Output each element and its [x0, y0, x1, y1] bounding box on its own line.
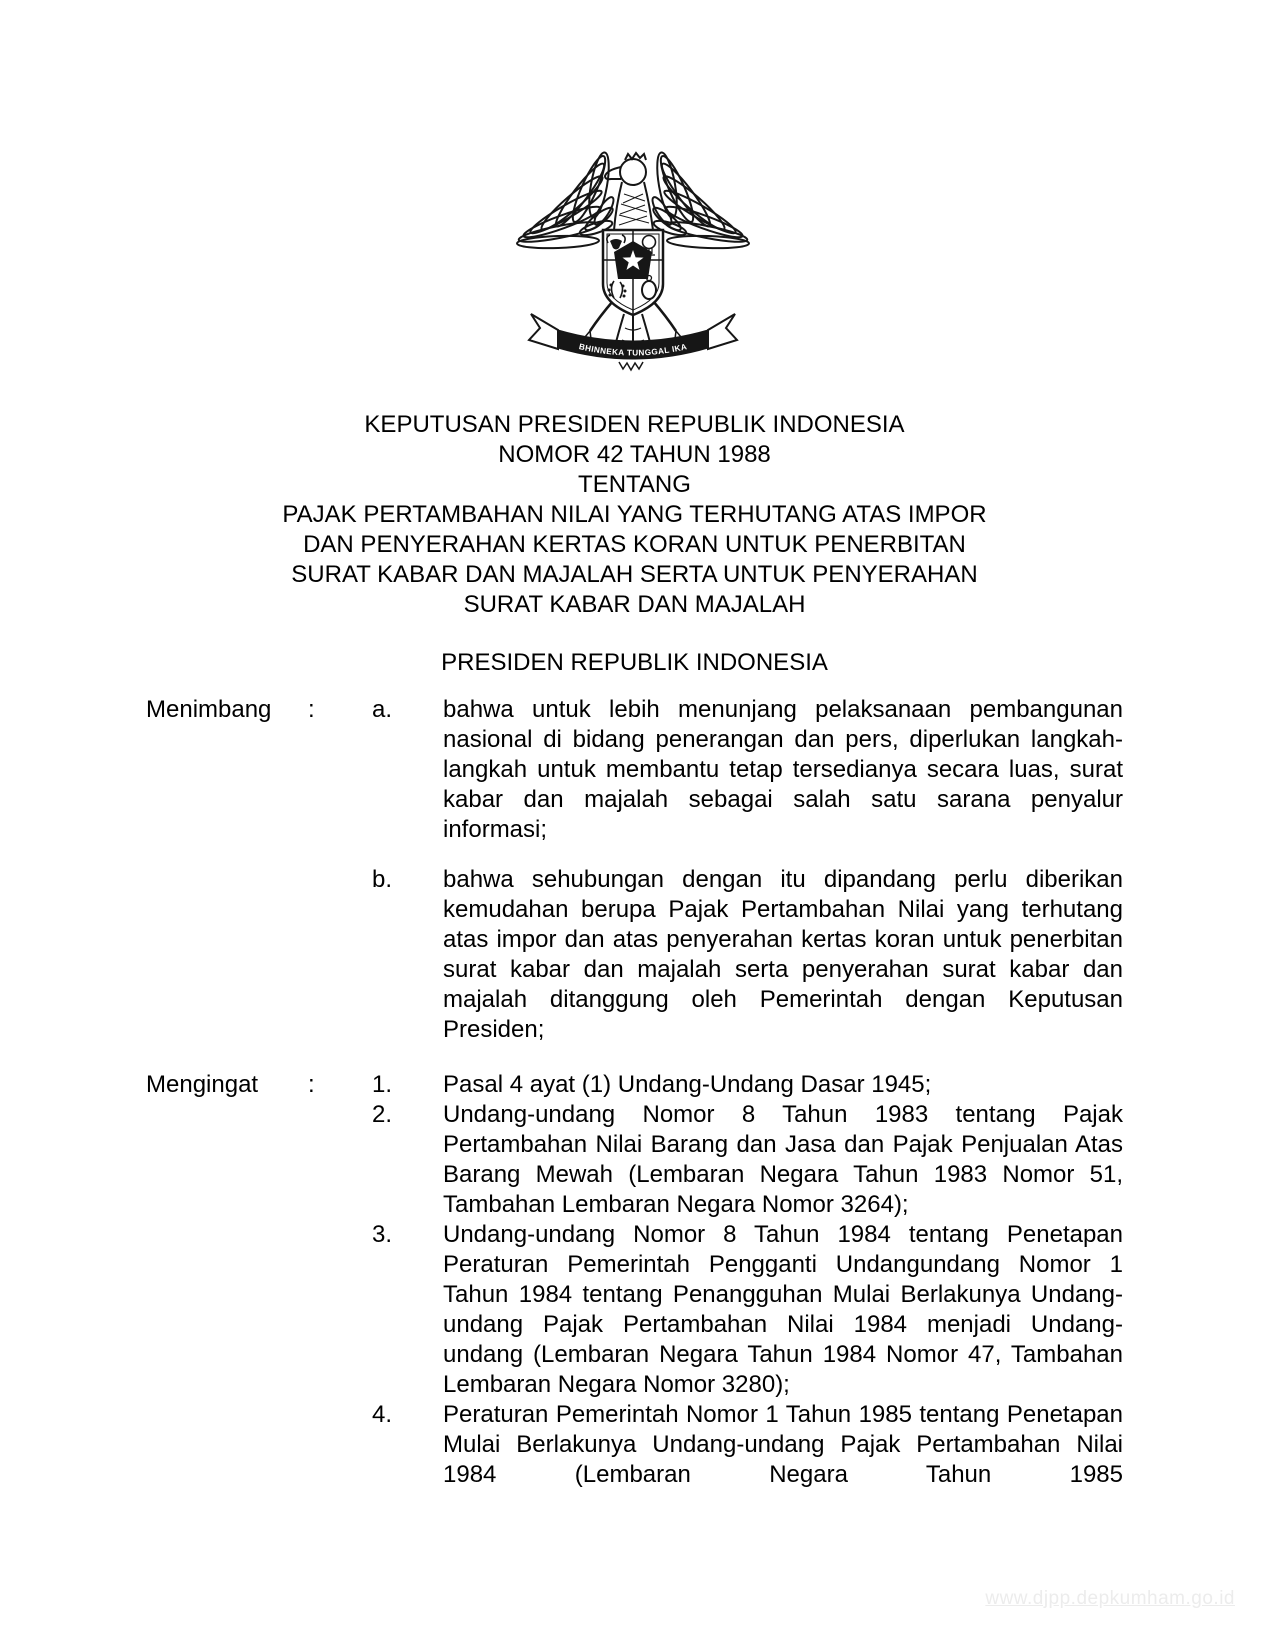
- item-text: bahwa untuk lebih menunjang pelaksanaan pembangunan nasional di bidang penerangan dan pers, diperlukan langkah-langkah untuk membantu tetap tersedianya secara luas, surat kabar dan majalah sebagai salah satu sarana penyalur informasi;: [443, 696, 1123, 843]
- item-marker: a.: [372, 696, 393, 723]
- title-line-6: SURAT KABAR DAN MAJALAH SERTA UNTUK PENYERAHAN: [291, 561, 978, 588]
- item-text: Undang-undang Nomor 8 Tahun 1984 tentang Penetapan Peraturan Pemerintah Pengganti Undangundang Nomor 1 Tahun 1984 tentang Penangguhan Mulai Berlakunya Undang-undang Pajak Pertambahan Nilai 1984 menjadi Undang-undang (Lembaran Negara Tahun 1984 Nomor 47, Tambahan Lembaran Negara Nomor 3280);: [443, 1221, 1123, 1398]
- item-text: Pasal 4 ayat (1) Undang-Undang Dasar 1945;: [443, 1071, 932, 1098]
- mengingat-item-2: [146, 1100, 1123, 1220]
- site-watermark: www.djpp.depkumham.go.id: [985, 1588, 1235, 1609]
- title-line-5: DAN PENYERAHAN KERTAS KORAN UNTUK PENERBITAN: [303, 531, 966, 558]
- issuing-authority-heading: PRESIDEN REPUBLIK INDONESIA: [441, 649, 828, 676]
- title-line-1: KEPUTUSAN PRESIDEN REPUBLIK INDONESIA: [364, 411, 905, 438]
- mengingat-item-4: [146, 1400, 1123, 1490]
- document-body: [146, 695, 1123, 1490]
- item-marker: b.: [372, 866, 393, 893]
- title-line-2: NOMOR 42 TAHUN 1988: [498, 441, 771, 468]
- item-marker: 1.: [372, 1071, 393, 1098]
- mengingat-item-1: [146, 1070, 1123, 1100]
- title-line-3: TENTANG: [578, 471, 691, 498]
- item-text: Peraturan Pemerintah Nomor 1 Tahun 1985 tentang Penetapan Mulai Berlakunya Undang-undang Pajak Pertambahan Nilai 1984 (Lembaran Negara Tahun 1985: [443, 1401, 1123, 1488]
- mengingat-item-3: [146, 1220, 1123, 1400]
- emblem-motto: BHINNEKA TUNGGAL IKA: [578, 342, 688, 358]
- menimbang-item-a: [146, 695, 1123, 845]
- section-colon: :: [308, 696, 315, 723]
- section-label: Menimbang: [146, 696, 272, 723]
- section-label: Mengingat: [146, 1071, 259, 1098]
- title-line-7: SURAT KABAR DAN MAJALAH: [463, 591, 806, 618]
- item-text: Undang-undang Nomor 8 Tahun 1983 tentang Pajak Pertambahan Nilai Barang dan Jasa dan Pajak Penjualan Atas Barang Mewah (Lembaran Negara Tahun 1983 Nomor 51, Tambahan Lembaran Negara Nomor 3264);: [443, 1101, 1123, 1218]
- item-marker: 3.: [372, 1221, 393, 1248]
- item-marker: 2.: [372, 1101, 393, 1128]
- item-marker: 4.: [372, 1401, 393, 1428]
- title-line-4: PAJAK PERTAMBAHAN NILAI YANG TERHUTANG ATAS IMPOR: [282, 501, 987, 528]
- menimbang-item-b: [146, 865, 1123, 1045]
- section-colon: :: [308, 1071, 315, 1098]
- item-text: bahwa sehubungan dengan itu dipandang perlu diberikan kemudahan berupa Pajak Pertambahan Nilai yang terhutang atas impor dan atas penyerahan kertas koran untuk penerbitan surat kabar dan majalah serta penyerahan surat kabar dan majalah ditanggung oleh Pemerintah dengan Keputusan Presiden;: [443, 866, 1123, 1043]
- garuda-pancasila-emblem: [503, 136, 763, 376]
- document-title: [146, 410, 1123, 620]
